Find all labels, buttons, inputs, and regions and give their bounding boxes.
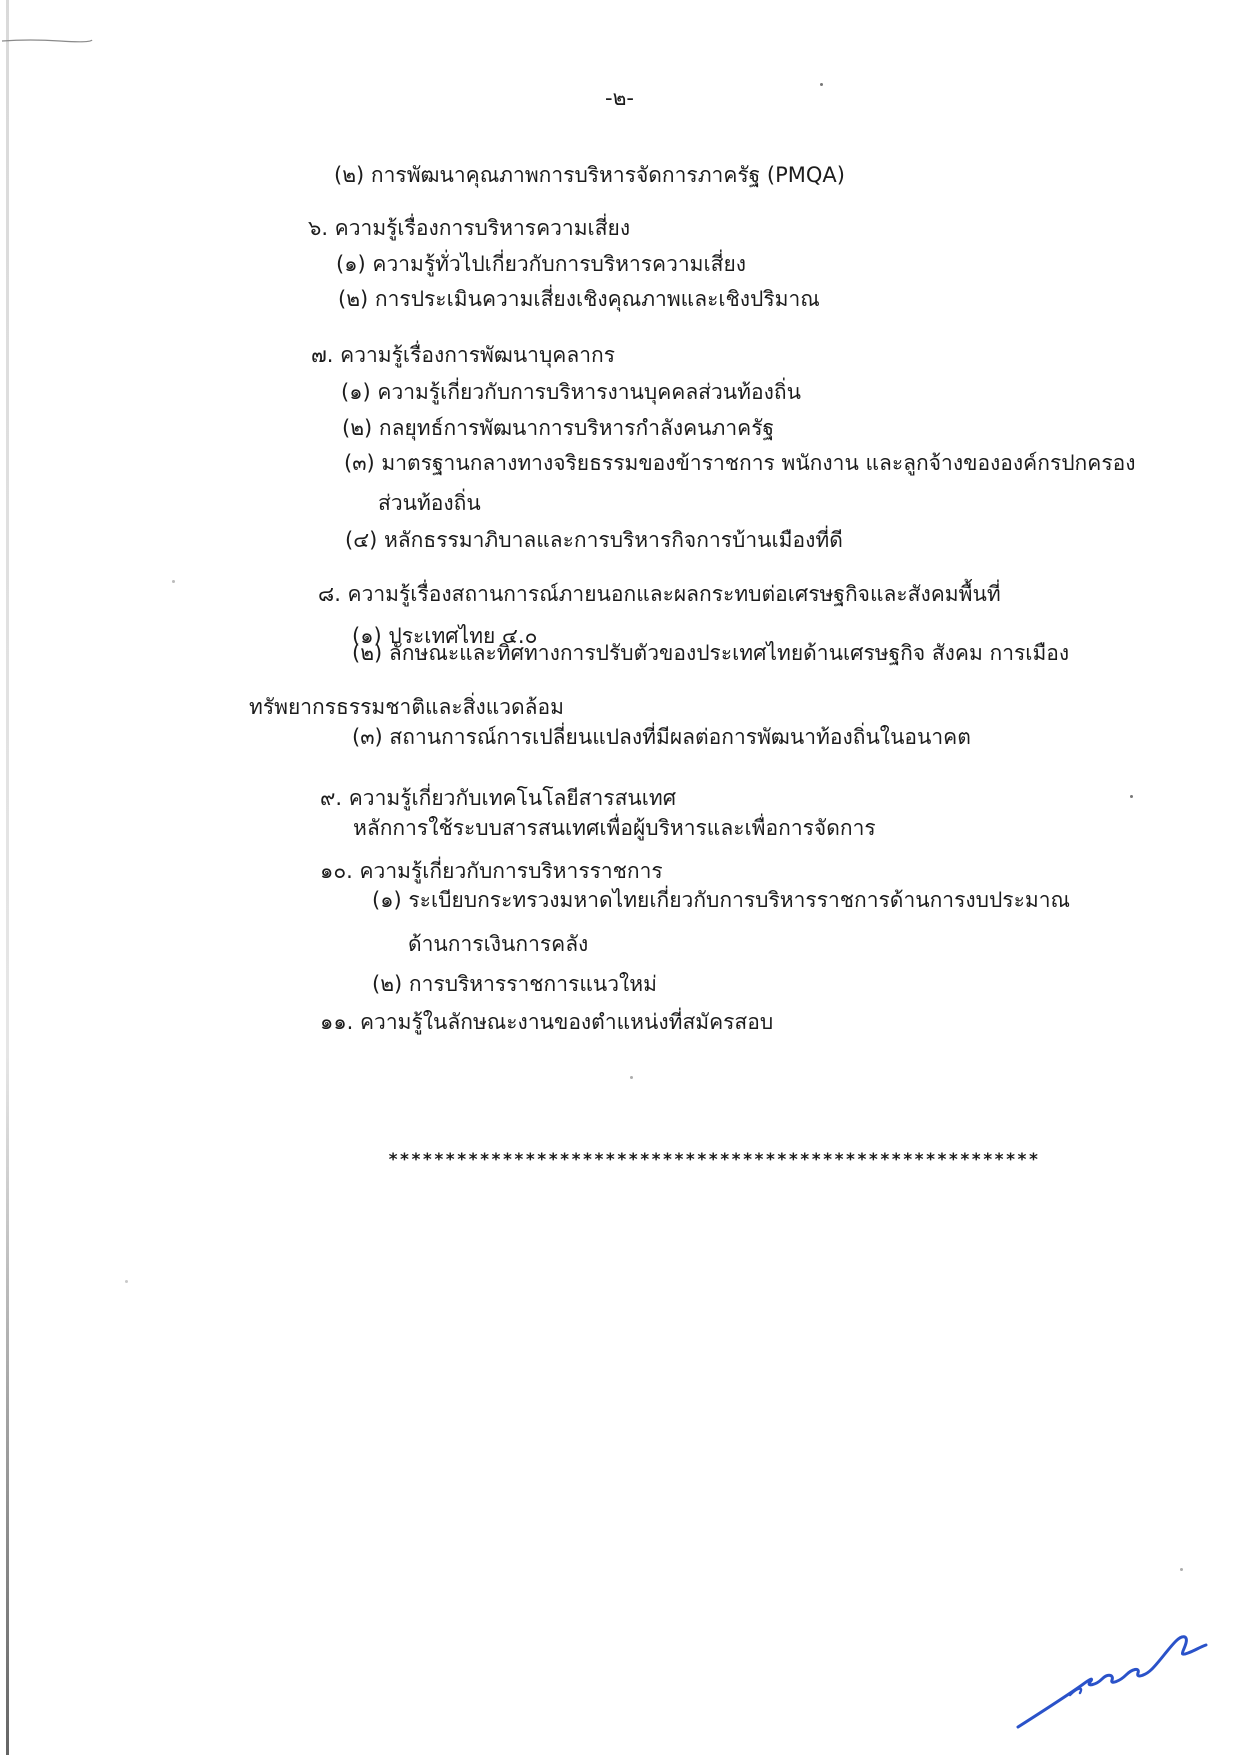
line-interior-regulation-cont: ด้านการเงินการคลัง (408, 932, 589, 956)
line-good-governance: (๔) หลักธรรมาภิบาลและการบริหารกิจการบ้านเมืองที่ดี (345, 528, 843, 552)
scan-corner-mark (0, 36, 95, 46)
line-local-personnel: (๑) ความรู้เกี่ยวกับการบริหารงานบุคคลส่วนท้องถิ่น (341, 380, 801, 404)
heading-personnel-development: ๗. ความรู้เรื่องการพัฒนาบุคลากร (311, 343, 615, 367)
line-mis: หลักการใช้ระบบสารสนเทศเพื่อผู้บริหารและเพื่อการจัดการ (353, 816, 876, 840)
scan-speck (172, 580, 175, 583)
scan-speck (820, 83, 823, 86)
scan-speck (125, 1280, 128, 1283)
line-workforce-strategy: (๒) กลยุทธ์การพัฒนาการบริหารกำลังคนภาครัฐ (342, 416, 775, 440)
scan-edge-line (6, 0, 9, 1755)
line-future-change: (๓) สถานการณ์การเปลี่ยนแปลงที่มีผลต่อการพัฒนาท้องถิ่นในอนาคต (352, 725, 971, 749)
line-risk-general: (๑) ความรู้ทั่วไปเกี่ยวกับการบริหารความเสี่ยง (336, 252, 747, 276)
line-natural-resources: ทรัพยากรธรรมชาติและสิ่งแวดล้อม (249, 695, 564, 719)
line-new-public-management: (๒) การบริหารราชการแนวใหม่ (372, 972, 657, 996)
line-pmqa: (๒) การพัฒนาคุณภาพการบริหารจัดการภาครัฐ (PMQA) (334, 163, 845, 187)
scan-speck (630, 1076, 633, 1079)
line-adaptation-direction-visible: (๒) ลักษณะและทิศทางการปรับตัวของประเทศไทยด้านเศรษฐกิจ สังคม การเมือง (352, 641, 1070, 665)
heading-job-knowledge: ๑๑. ความรู้ในลักษณะงานของตำแหน่งที่สมัครสอบ (320, 1010, 774, 1034)
page-number: -๒- (605, 86, 634, 110)
heading-external-situation: ๘. ความรู้เรื่องสถานการณ์ภายนอกและผลกระทบต่อเศรษฐกิจและสังคมพื้นที่ (318, 582, 1001, 606)
heading-risk-management: ๖. ความรู้เรื่องการบริหารความเสี่ยง (308, 216, 631, 240)
scan-speck (1130, 795, 1133, 798)
line-ethics-standard: (๓) มาตรฐานกลางทางจริยธรรมของข้าราชการ พนักงาน และลูกจ้างขององค์กรปกครอง (344, 451, 1136, 475)
signature (1010, 1585, 1220, 1735)
line-thailand-4: (๑) ประเทศไทย ๔.๐ (352, 624, 538, 648)
line-interior-regulation: (๑) ระเบียบกระทรวงมหาดไทยเกี่ยวกับการบริหารราชการด้านการงบประมาณ (372, 888, 1070, 912)
line-risk-assessment: (๒) การประเมินความเสี่ยงเชิงคุณภาพและเชิงปริมาณ (338, 287, 820, 311)
heading-information-technology: ๙. ความรู้เกี่ยวกับเทคโนโลยีสารสนเทศ (320, 786, 677, 810)
line-ethics-standard-cont: ส่วนท้องถิ่น (378, 491, 481, 515)
scan-speck (1180, 1568, 1183, 1571)
end-divider: ********************************************************* (388, 1150, 1040, 1170)
heading-public-administration: ๑๐. ความรู้เกี่ยวกับการบริหารราชการ (320, 859, 663, 883)
